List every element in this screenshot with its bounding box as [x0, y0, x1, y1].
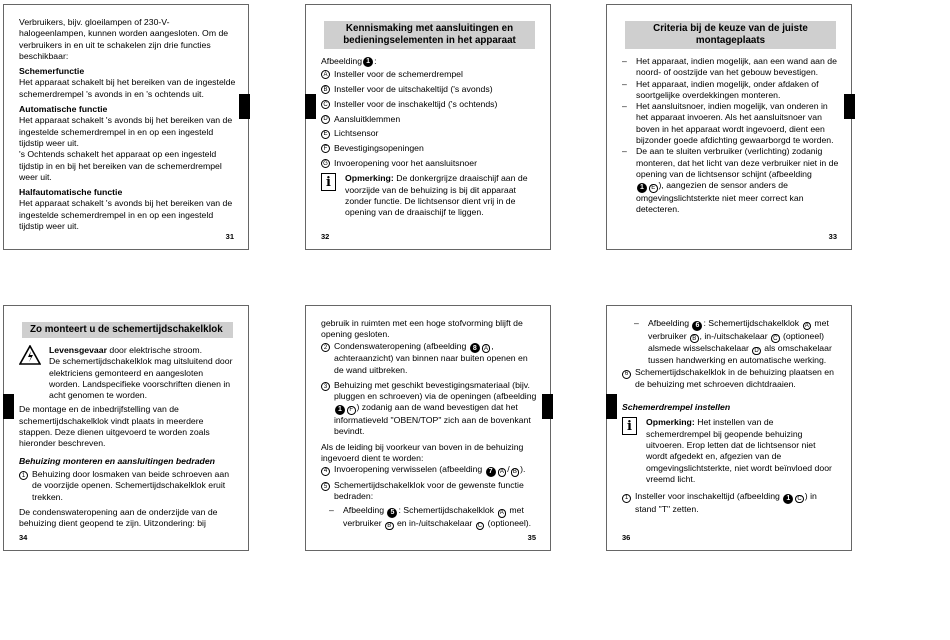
figure-number-badge: 6 — [692, 321, 702, 331]
criteria-list — [622, 56, 839, 146]
letter-marker: F — [321, 144, 330, 153]
letter-marker: G — [321, 159, 330, 168]
wiring-option: – Afbeelding 6 : Schemertijdschakelklok A met verbruiker B , in-/uitschakelaar C (optioneel) alsmede wisselschakelaar D als omschakelaar tussen handwerking en automatische werking. — [634, 318, 832, 366]
option-text: (optioneel) alsmede wisselschakelaar — [648, 330, 825, 353]
step-text: Invoeropening verwisselen (afbeelding — [334, 464, 483, 475]
warning-text: De schemertijdschakelklok mag uitsluitend door elektriciens gemonteerd en aangesloten worden. Landspecifieke voorschriften dienen in acht genomen te worden. — [49, 356, 233, 401]
criteria-item: – Het apparaat, indien mogelijk, aan een wand aan de noord- of oostzijde van het gebouw bevestigen. — [622, 56, 839, 79]
component-list — [321, 69, 538, 169]
option-text: : Schemertijdschakelklok — [398, 505, 495, 516]
criteria-item: – Het apparaat, indien mogelijk, onder afdaken of soortgelijke overdekkingen monteren. — [622, 79, 839, 102]
component-label: Aansluitklemmen — [334, 113, 401, 124]
component-item — [321, 114, 538, 125]
figure-number-badge: 1 — [335, 405, 345, 415]
paragraph: De montage en de inbedrijfstelling van de schemertijdschakelklok vindt plaats in meerdere stappen. Deze dienen uitgevoerd te worden zoals hieronder beschreven. — [19, 404, 210, 449]
page-33-content — [622, 17, 839, 216]
step-text: Schemertijdschakelklok in de behuizing plaatsen en de behuizing met schroeven dichtdraaien. — [635, 367, 834, 389]
step-1 — [622, 491, 839, 515]
thumb-tab-marker — [606, 394, 617, 419]
component-label: Bevestigingsopeningen — [334, 143, 424, 154]
page-number: 36 — [622, 533, 631, 542]
criteria-text: Het apparaat, indien mogelijk, onder afdaken of soortgelijke overdekkingen monteren. — [636, 78, 819, 100]
step-4 — [321, 464, 538, 477]
page-35-content — [321, 318, 538, 530]
letter-marker: A — [321, 70, 330, 79]
step-text: Condenswateropening (afbeelding — [334, 340, 467, 351]
paragraph: De condenswateropening aan de onderzijde van de behuizing dient geopend te zijn. Uitzondering: bij — [19, 506, 218, 529]
thumb-tab-marker — [3, 394, 14, 419]
page-33 — [606, 4, 852, 250]
criteria-text: Het apparaat, indien mogelijk, aan een wand aan de noord- of oostzijde van het gebouw bevestigen. — [636, 56, 837, 78]
letter-marker: F — [347, 406, 356, 415]
component-item — [321, 158, 538, 169]
page-heading: Zo monteert u de schemertijdschakelklok — [22, 322, 233, 338]
criteria-text: ), aangezien de sensor anders de omgevingslichtsterkte niet meer correct kan detecteren. — [636, 180, 804, 215]
note-text: Het instellen van de schemerdrempel bij geopende behuizing uitvoeren. Erop letten dat de lichtsensor niet wordt afgedekt en, afgezien van de omgevingslichtsterkte, niet wordt beïnvloed door vreemd licht. — [646, 417, 832, 484]
paragraph: Als de leiding bij voorkeur van boven in de behuizing ingevoerd dient te worden: — [321, 441, 524, 463]
step-1 — [19, 469, 236, 503]
component-item — [321, 99, 538, 110]
step-text: Schemertijdschakelklok voor de gewenste functie bedraden: — [334, 479, 524, 502]
component-label: Insteller voor de schemerdrempel — [334, 69, 463, 80]
component-label: Lichtsensor — [334, 128, 379, 139]
option-text: met verbruiker — [648, 318, 829, 341]
step-text: ). — [520, 464, 526, 475]
component-label: Invoeropening voor het aansluitsnoer — [334, 158, 477, 169]
section-heading-schemerfunctie: Schemerfunctie — [19, 66, 85, 77]
section-text: Het apparaat schakelt 's avonds bij het bereiken van de ingestelde schemerdrempel in en op een ingesteld tijdstip weer uit. — [19, 198, 233, 232]
step-text: , achteraanzicht) van binnen naar buiten openen en de wand uitbreken. — [334, 340, 528, 375]
option-text: en in-/uitschakelaar — [394, 518, 473, 529]
step-number-marker: 1 — [622, 494, 631, 503]
section-heading-automatische: Automatische functie — [19, 104, 108, 115]
section-text: Het apparaat schakelt bij het bereiken van de ingestelde schemerdrempel 's avonds in en 's ochtends uit. — [19, 77, 236, 99]
component-label: Insteller voor de inschakeltijd ('s ochtends) — [334, 98, 498, 109]
warning-title: Levensgevaar — [49, 345, 107, 355]
criteria-text: De aan te sluiten verbruiker (verlichting) zodanig monteren, dat het licht van deze verbruiker niet in de opening van de lichtsensor schijnt (afbeelding — [636, 146, 839, 179]
step-text: ) zodanig aan de wand bevestigen dat het informatieveld "OBEN/TOP" zich aan de bovenkant bevindt. — [334, 402, 531, 437]
page-36-content — [622, 318, 839, 515]
component-item — [321, 143, 538, 154]
letter-marker: C — [321, 100, 330, 109]
note-title: Opmerking: — [345, 173, 394, 184]
letter-marker: C — [795, 495, 804, 504]
figure-number-badge: 1 — [637, 183, 647, 193]
criteria-text: Het aansluitsnoer, indien mogelijk, van onderen in het apparaat invoeren. Als het aansluitsnoer van boven in het apparaat wordt ingevoerd, dient een bijzonder goede afdichting gewaarborgd te worden. — [636, 101, 834, 146]
criteria-item: – Het aansluitsnoer, indien mogelijk, van onderen in het apparaat invoeren. Als het aansluitsnoer van boven in het apparaat wordt ingevoerd, dient een bijzonder goede afdichting gewaarborgd te worden. — [622, 101, 839, 146]
option-text: Afbeelding — [343, 505, 385, 516]
page-32 — [305, 4, 551, 250]
criteria-item: – De aan te sluiten verbruiker (verlichting) zodanig monteren, dat het licht van deze verbruiker niet in de opening van de lichtsensor schijnt (afbeelding 1 E ), aangezien de sensor anders de omgevingslichtsterkte niet meer correct kan detecteren. — [622, 146, 839, 215]
thumb-tab-marker — [305, 94, 316, 119]
option-text: (optioneel). — [485, 518, 532, 529]
letter-marker: A — [803, 322, 812, 331]
page-heading: Criteria bij de keuze van de juiste montageplaats — [625, 21, 836, 49]
page-32-content — [321, 17, 538, 219]
letter-marker: A — [498, 468, 507, 477]
page-number: 32 — [321, 232, 330, 241]
info-icon: i — [622, 417, 637, 435]
step-number-marker: 4 — [321, 467, 330, 476]
figure-number-badge: 5 — [387, 508, 397, 518]
figure-label: Afbeelding — [321, 56, 363, 66]
component-item — [321, 69, 538, 80]
page-34-content — [19, 318, 236, 529]
wiring-option: – Afbeelding 5 : Schemertijdschakelklok A met verbruiker B en in-/uitschakelaar C (optioneel). — [329, 505, 532, 530]
warning-title-rest: door elektrische stroom. — [106, 345, 203, 355]
page-heading: Kennismaking met aansluitingen en bedieningselementen in het apparaat — [324, 21, 535, 49]
step-text: Behuizing met geschikt bevestigingsmateriaal (bijv. pluggen en schroeven) via de openingen (afbeelding — [334, 379, 537, 402]
section-text: Het apparaat schakelt 's avonds bij het bereiken van de ingestelde schemerdrempel in en op een ingesteld tijdstip weer uit. — [19, 115, 233, 148]
thumb-tab-marker — [239, 94, 250, 119]
page-number: 33 — [828, 232, 837, 241]
info-note — [321, 173, 538, 218]
step-number-marker: 2 — [321, 343, 330, 352]
step-6 — [622, 367, 839, 390]
option-text: als omschakelaar tussen handwerking en automatische werking. — [648, 342, 832, 366]
figure-reference: Afbeelding 1 : — [321, 56, 377, 66]
letter-marker: B — [511, 468, 520, 477]
step-3 — [321, 380, 538, 438]
page-31-content — [19, 17, 236, 232]
page-number: 34 — [19, 533, 28, 542]
letter-marker: E — [649, 184, 658, 193]
letter-marker: E — [321, 130, 330, 139]
page-36 — [606, 305, 852, 551]
step-text: Behuizing door losmaken van beide schroeven aan de voorzijde openen. Schemertijdschakelklok eruit trekken. — [32, 468, 230, 502]
step-text: Insteller voor inschakeltijd (afbeelding — [635, 491, 780, 502]
step-number-marker: 1 — [19, 471, 28, 480]
letter-marker: C — [771, 334, 780, 343]
letter-marker: B — [321, 85, 330, 94]
letter-marker: D — [752, 347, 761, 356]
info-icon: i — [321, 173, 336, 191]
letter-marker: A — [482, 344, 491, 353]
letter-marker: A — [498, 509, 507, 518]
sub-heading: Behuizing monteren en aansluitingen bedraden — [19, 455, 215, 466]
section-text: 's Ochtends schakelt het apparaat op een ingesteld tijdstip in en bij het bereiken van de schemerdrempel weer uit. — [19, 149, 222, 182]
step-2 — [321, 341, 538, 376]
component-label: Insteller voor de uitschakeltijd ('s avonds) — [334, 84, 493, 95]
component-item — [321, 128, 538, 139]
note-text: De donkergrijze draaischijf aan de voorzijde van de behuizing is bij dit apparaat zonder functie. De lichtsensor dient vrij in de opening van de draaischijf te liggen. — [345, 173, 528, 218]
thumb-tab-marker — [844, 94, 855, 119]
step-5 — [321, 480, 538, 503]
option-text: : Schemertijdschakelklok — [703, 318, 800, 328]
paragraph: gebruik in ruimten met een hoge stofvorming blijft de opening gesloten. — [321, 318, 523, 340]
intro-paragraph: Verbruikers, bijv. gloeilampen of 230-V-halogeenlampen, kunnen worden aangesloten. Om de verbruikers in en uit te schakelen zijn drie functies beschikbaar: — [19, 17, 229, 61]
thumb-tab-marker — [542, 394, 553, 419]
page-31 — [3, 4, 249, 250]
letter-marker: D — [321, 115, 330, 124]
step-text: ) in stand "T" zetten. — [635, 491, 817, 514]
page-34 — [3, 305, 249, 551]
warning-block — [19, 345, 236, 401]
page-number: 31 — [225, 232, 234, 241]
sub-heading: Schemerdrempel instellen — [622, 402, 731, 413]
option-text: Afbeelding — [648, 318, 690, 328]
step-number-marker: 6 — [622, 370, 631, 379]
figure-number-badge: 1 — [783, 494, 793, 504]
page-35 — [305, 305, 551, 551]
info-note — [622, 417, 839, 485]
step-number-marker: 3 — [321, 382, 330, 391]
figure-number-badge: 8 — [470, 343, 480, 353]
page-number: 35 — [527, 533, 536, 542]
warning-icon — [19, 345, 41, 365]
note-title: Opmerking: — [646, 417, 695, 428]
letter-marker: B — [385, 522, 394, 531]
letter-marker: B — [690, 334, 699, 343]
figure-number-badge: 7 — [486, 467, 496, 477]
section-heading-halfautomatische: Halfautomatische functie — [19, 187, 123, 198]
letter-marker: C — [476, 522, 485, 531]
option-text: met verbruiker — [343, 505, 524, 529]
component-item — [321, 84, 538, 95]
option-text: , in-/uitschakelaar — [699, 330, 768, 341]
step-number-marker: 5 — [321, 482, 330, 491]
figure-number-badge: 1 — [363, 57, 373, 67]
separator: / — [507, 464, 510, 475]
